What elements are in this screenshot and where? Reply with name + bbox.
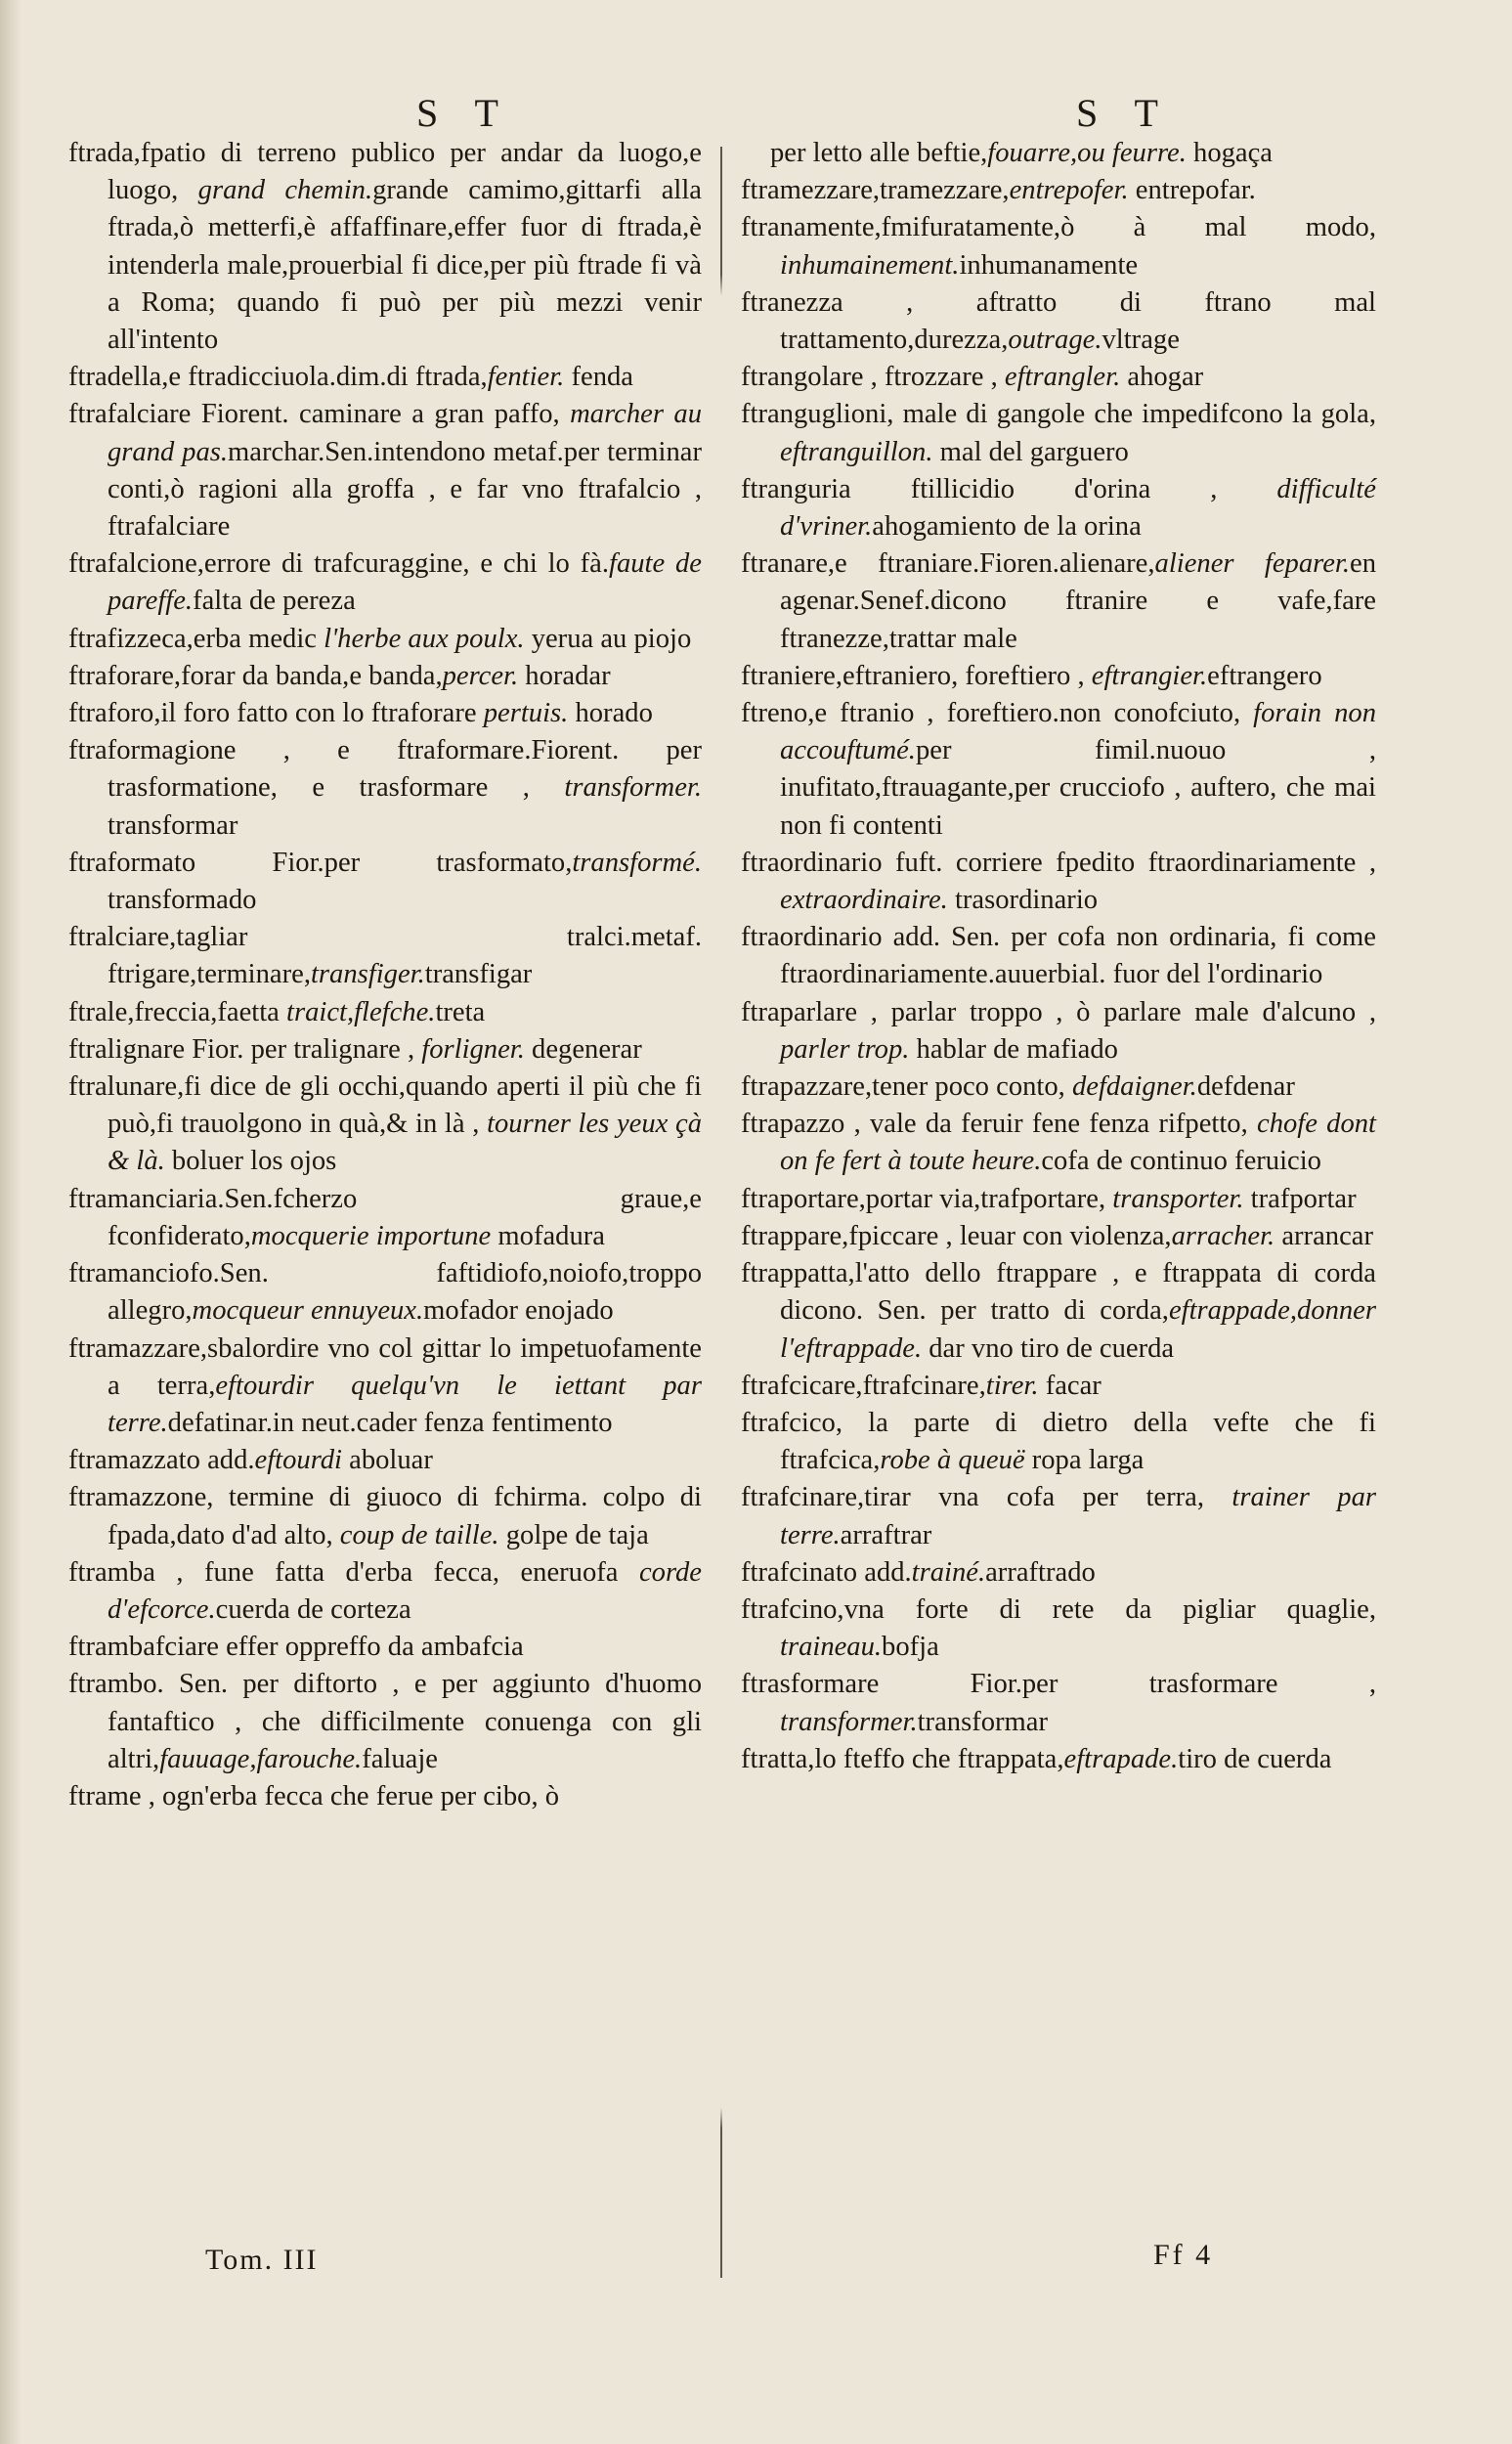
entry-fr: traineau.: [780, 1632, 883, 1663]
entry-head: ftralignare Fior. per tralignare ,: [68, 1033, 422, 1065]
dictionary-entry: [68, 1778, 702, 1815]
entry-rest: arraftrar: [840, 1519, 932, 1550]
entry-fr: mocqueur ennuyeux.: [192, 1295, 424, 1327]
dictionary-entry: [68, 1479, 702, 1553]
entry-rest: horado: [568, 698, 653, 729]
dictionary-entry: [68, 135, 702, 359]
entry-fr: eftrappade,donner l'eftrappade.: [780, 1295, 1376, 1364]
dictionary-entry: [68, 658, 702, 695]
entry-head: ftranguglioni, male di gangole che impedifcono la gola,: [741, 399, 1376, 430]
entry-rest: mal del garguero: [932, 436, 1129, 467]
entry-fr: outrage.: [1008, 325, 1102, 356]
entry-rest: inhumanamente: [959, 249, 1139, 281]
entry-rest: hogaça: [1186, 138, 1273, 168]
entry-head: ftraformagione , e ftraformare.Fiorent. per trasformatione, e trasformare ,: [68, 735, 702, 804]
entry-rest: fenda: [564, 362, 633, 393]
entry-head: ftrapazzo , vale da feruir fene fenza rifpetto,: [741, 1109, 1257, 1140]
right-running-head: S T: [1076, 91, 1172, 135]
left-running-head: S T: [416, 91, 512, 135]
entry-rest: arrancar: [1274, 1220, 1373, 1251]
entry-head: ftramezzare,tramezzare,: [741, 175, 1010, 206]
entry-fr: l'herbe aux poulx.: [324, 623, 525, 654]
dictionary-entry: [68, 1442, 702, 1479]
entry-rest: vltrage: [1102, 325, 1180, 356]
entry-rest: cofa de continuo feruicio: [1041, 1146, 1321, 1177]
entry-head: ftrafcico, la parte di dietro della vefte che fi ftrafcica,: [741, 1407, 1376, 1476]
entry-head: ftrasformare Fior.per trasformare ,: [741, 1669, 1376, 1700]
entry-head: ftrappatta,l'atto dello ftrappare , e ftrappata di corda dicono. Sen. per tratto di corda,: [741, 1258, 1376, 1327]
entry-head: ftraforo,il foro fatto con lo ftraforare: [68, 698, 484, 729]
dictionary-entry: [741, 919, 1376, 993]
entry-rest: faluaje: [362, 1743, 438, 1774]
dictionary-entry: [741, 471, 1376, 546]
entry-fr: inhumainement.: [780, 249, 960, 281]
gathering-signature: Ff 4: [1153, 2239, 1214, 2271]
entry-fr: robe à queuë: [880, 1445, 1025, 1476]
entry-head: ftraordinario add. Sen. per cofa non ordinaria, fi come ftraordinariamente.auuerbial. fuor del l'ordinario: [741, 922, 1376, 990]
entry-fr: trainé.: [911, 1556, 986, 1588]
dictionary-entry: [68, 845, 702, 919]
entry-head: ftranezza , aftratto di ftrano mal trattamento,durezza,: [741, 286, 1376, 356]
entry-head: ftraordinario fuft. corriere fpedito ftraordinariamente ,: [741, 847, 1376, 878]
dictionary-entry: [68, 1666, 702, 1778]
entry-head: ftrafcinare,tirar vna cofa per terra,: [741, 1482, 1232, 1513]
entry-rest: mofadura: [491, 1220, 605, 1251]
dictionary-entry: [741, 1181, 1376, 1218]
entry-fr: faute de pareffe.: [108, 548, 702, 617]
dictionary-entry: [741, 135, 1376, 172]
entry-rest: treta: [435, 996, 486, 1027]
entry-head: ftrafcicare,ftrafcinare,: [741, 1370, 986, 1401]
entry-rest: marchar.Sen.intendono metaf.per terminar conti,ò ragioni alla groffa , e far vno ftrafalcio , ftrafalciare: [108, 436, 702, 543]
dictionary-entry: [68, 1069, 702, 1181]
dictionary-entry: [741, 1741, 1376, 1778]
dictionary-entry: [741, 1592, 1376, 1666]
entry-head: per letto alle beftie,: [770, 138, 988, 168]
entry-rest: facar: [1038, 1370, 1102, 1401]
entry-head: ftrangolare , ftrozzare ,: [741, 362, 1005, 393]
entry-rest: dar vno tiro de cuerda: [922, 1332, 1175, 1364]
entry-fr: eftrangler.: [1004, 362, 1121, 393]
entry-fr: corde d'efcorce.: [108, 1556, 702, 1625]
entry-rest: trasordinario: [947, 885, 1099, 916]
entry-fr: marcher au grand pas.: [108, 399, 702, 467]
dictionary-entry: [68, 359, 702, 396]
entry-fr: eftrangier.: [1091, 660, 1208, 691]
entry-rest: bofja: [882, 1632, 939, 1663]
entry-fr: aliener feparer.: [1154, 548, 1350, 580]
entry-fr: fentier.: [487, 362, 565, 393]
left-column: [68, 135, 702, 1815]
entry-fr: forain non accouftumé.: [780, 698, 1377, 766]
entry-fr: tirer.: [985, 1370, 1039, 1401]
entry-fr: eftranguillon.: [780, 436, 933, 467]
entry-head: ftramba , fune fatta d'erba fecca, eneruofa: [68, 1556, 639, 1588]
entry-rest: cuerda de corteza: [215, 1593, 411, 1625]
dictionary-entry: [68, 732, 702, 845]
entry-fr: grand chemin.: [197, 175, 373, 206]
entry-head: ftranare,e ftraniare.Fioren.alienare,: [741, 548, 1155, 580]
entry-head: ftraformato Fior.per trasformato,: [68, 847, 573, 878]
entry-rest: mofador enojado: [423, 1295, 614, 1327]
entry-fr: arracher.: [1171, 1220, 1275, 1251]
dictionary-entry: [741, 1479, 1376, 1553]
dictionary-entry: [741, 994, 1376, 1069]
dictionary-entry: [68, 1031, 702, 1069]
page-edge-shadow: [0, 0, 22, 2444]
entry-rest: arraftrado: [985, 1556, 1096, 1588]
entry-fr: traict,flefche.: [286, 996, 436, 1027]
entry-rest: ahogar: [1120, 362, 1204, 393]
entry-rest: defdenar: [1196, 1071, 1295, 1103]
entry-rest: eftrangero: [1207, 660, 1322, 691]
entry-fr: coup de taille.: [339, 1519, 499, 1550]
volume-signature: Tom. III: [205, 2244, 319, 2276]
dictionary-entry: [68, 546, 702, 620]
entry-fr: tourner les yeux çà & là.: [108, 1109, 702, 1177]
dictionary-entry: [741, 172, 1376, 209]
dictionary-entry: [68, 1255, 702, 1330]
entry-fr: pertuis.: [483, 698, 569, 729]
dictionary-entry: [741, 546, 1376, 658]
entry-head: ftraparlare , parlar troppo , ò parlare male d'alcuno ,: [741, 996, 1376, 1027]
dictionary-entry: [68, 1629, 702, 1666]
entry-head: ftranamente,fmifuratamente,ò à mal modo,: [741, 212, 1376, 243]
entry-rest: transfigar: [424, 959, 533, 990]
entry-rest: transformar: [108, 809, 238, 841]
entry-rest: transformado: [108, 885, 257, 916]
entry-head: ftramanciaria.Sen.fcherzo graue,e fconfiderato,: [68, 1183, 702, 1251]
entry-head: ftreno,e ftranio , foreftiero.non conofciuto,: [741, 698, 1254, 729]
entry-fr: eftourdi: [254, 1445, 342, 1476]
entry-fr: trainer par terre.: [780, 1482, 1376, 1550]
entry-rest: degenerar: [524, 1033, 642, 1065]
dictionary-entry: [68, 1554, 702, 1629]
entry-head: ftraportare,portar via,trafportare,: [741, 1183, 1113, 1214]
entry-head: ftraforare,forar da banda,e banda,: [68, 660, 443, 691]
entry-head: ftrapazzare,tener poco conto,: [741, 1071, 1072, 1103]
right-column: [741, 135, 1376, 1778]
entry-head: ftramazzone, termine di giuoco di fchirma. colpo di fpada,dato d'ad alto,: [68, 1482, 702, 1550]
entry-head: ftrambafciare effer oppreffo da ambafcia: [68, 1632, 524, 1663]
entry-head: ftramanciofo.Sen. faftidiofo,noiofo,troppo allegro,: [68, 1258, 702, 1327]
dictionary-entry: [741, 1368, 1376, 1405]
dictionary-entry: [741, 1069, 1376, 1106]
entry-head: ftrambo. Sen. per diftorto , e per aggiunto d'huomo fantaftico , che difficilmente conuenga con gli altri,: [68, 1669, 702, 1774]
entry-fr: chofe dont on fe fert à toute heure.: [780, 1109, 1377, 1177]
entry-head: ftrafalciare Fiorent. caminare a gran paffo,: [68, 399, 571, 430]
entry-fr: difficulté d'vriner.: [780, 473, 1376, 543]
entry-head: ftradella,e ftradicciuola.dim.di ftrada,: [68, 362, 488, 393]
entry-fr: defdaigner.: [1071, 1071, 1197, 1103]
entry-rest: ropa larga: [1024, 1445, 1145, 1476]
dictionary-entry: [741, 695, 1376, 845]
entry-fr: transformé.: [572, 847, 702, 878]
entry-rest: hablar de mafiado: [909, 1033, 1118, 1065]
entry-rest: ahogamiento de la orina: [872, 511, 1142, 543]
entry-rest: aboluar: [342, 1445, 433, 1476]
dictionary-entry: [68, 695, 702, 732]
entry-head: ftralciare,tagliar tralci.metaf. ftrigare,terminare,: [68, 922, 702, 990]
entry-fr: forligner.: [421, 1033, 525, 1065]
dictionary-entry: [68, 994, 702, 1031]
entry-head: ftraniere,eftraniero, foreftiero ,: [741, 660, 1092, 691]
entry-rest: defatinar.in neut.cader fenza fentimento: [167, 1407, 613, 1438]
entry-head: ftrafizzeca,erba medic: [68, 623, 324, 654]
entry-rest: grande camimo,gittarfi alla ftrada,ò metterfi,è affaffinare,effer fuor di ftrada,è intenderla male,prouerbial fi dice,per più ftrade fi và a Roma; quando fi può per più mezzi venir all'intento: [108, 175, 702, 356]
entry-fr: transformer.: [780, 1706, 918, 1737]
entry-fr: fauuage,farouche.: [159, 1743, 363, 1774]
entry-rest: transformar: [917, 1706, 1048, 1737]
entry-head: ftramazzare,sbalordire vno col gittar lo impetuofamente a terra,: [68, 1332, 702, 1401]
dictionary-entry: [741, 845, 1376, 919]
entry-fr: eftrapade.: [1063, 1743, 1179, 1774]
dictionary-entry: [741, 209, 1376, 284]
entry-head: ftrada,fpatio di terreno publico per andar da luogo,e luogo,: [68, 138, 702, 206]
dictionary-entry: [741, 1255, 1376, 1368]
entry-head: ftranguria ftillicidio d'orina ,: [741, 473, 1277, 504]
entry-fr: transporter.: [1112, 1183, 1244, 1214]
entry-head: ftratta,lo fteffo che ftrappata,: [741, 1743, 1064, 1774]
entry-fr: fouarre,ou feurre.: [987, 138, 1187, 168]
entry-rest: en agenar.Senef.dicono ftranire e vafe,fare ftranezze,trattar male: [780, 548, 1376, 654]
entry-rest: entrepofar.: [1128, 175, 1256, 206]
dictionary-entry: [741, 1554, 1376, 1592]
dictionary-entry: [741, 1218, 1376, 1255]
dictionary-entry: [741, 396, 1376, 470]
dictionary-entry: [741, 284, 1376, 359]
entry-head: ftrale,freccia,faetta: [68, 996, 286, 1027]
entry-fr: percer.: [442, 660, 519, 691]
dictionary-entry: [741, 1405, 1376, 1479]
entry-rest: tiro de cuerda: [1178, 1743, 1332, 1774]
entry-fr: parler trop.: [780, 1033, 910, 1065]
entry-rest: golpe de taja: [498, 1519, 649, 1550]
entry-fr: entrepofer.: [1009, 175, 1129, 206]
dictionary-entry: [68, 1331, 702, 1443]
dictionary-entry: [68, 396, 702, 546]
entry-head: ftramazzato add.: [68, 1445, 255, 1476]
entry-head: ftrame , ogn'erba fecca che ferue per cibo, ò: [68, 1780, 560, 1811]
dictionary-entry: [741, 359, 1376, 396]
entry-fr: transformer.: [564, 772, 702, 804]
dictionary-entry: [68, 919, 702, 993]
entry-rest: horadar: [518, 660, 611, 691]
entry-head: ftrappare,fpiccare , leuar con violenza,: [741, 1220, 1172, 1251]
entry-fr: transfiger.: [310, 959, 425, 990]
entry-rest: boluer los ojos: [164, 1146, 337, 1177]
dictionary-entry: [68, 1181, 702, 1255]
entry-head: ftrafalcione,errore di trafcuraggine, e chi lo fà.: [68, 548, 610, 580]
entry-rest: per fimil.nuouo , inufitato,ftrauagante,per crucciofo , auftero, che mai non fi contenti: [780, 735, 1376, 841]
entry-rest: yerua au piojo: [524, 623, 692, 654]
entry-head: ftrafcinato add.: [741, 1556, 912, 1588]
entry-fr: mocquerie importune: [250, 1220, 492, 1251]
entry-head: ftralunare,fi dice de gli occhi,quando aperti il più che fi può,fi trauolgono in quà,& in là ,: [68, 1071, 702, 1140]
entry-fr: extraordinaire.: [780, 885, 948, 916]
entry-head: ftrafcino,vna forte di rete da pigliar quaglie,: [741, 1593, 1376, 1625]
dictionary-entry: [741, 658, 1376, 695]
entry-rest: falta de pereza: [193, 586, 356, 617]
dictionary-entry: [741, 1666, 1376, 1740]
entry-fr: eftourdir quelqu'vn le iettant par terre.: [108, 1370, 702, 1438]
dictionary-entry: [68, 621, 702, 658]
entry-rest: trafportar: [1243, 1183, 1357, 1214]
dictionary-entry: [741, 1106, 1376, 1180]
column-divider: [720, 147, 722, 2278]
